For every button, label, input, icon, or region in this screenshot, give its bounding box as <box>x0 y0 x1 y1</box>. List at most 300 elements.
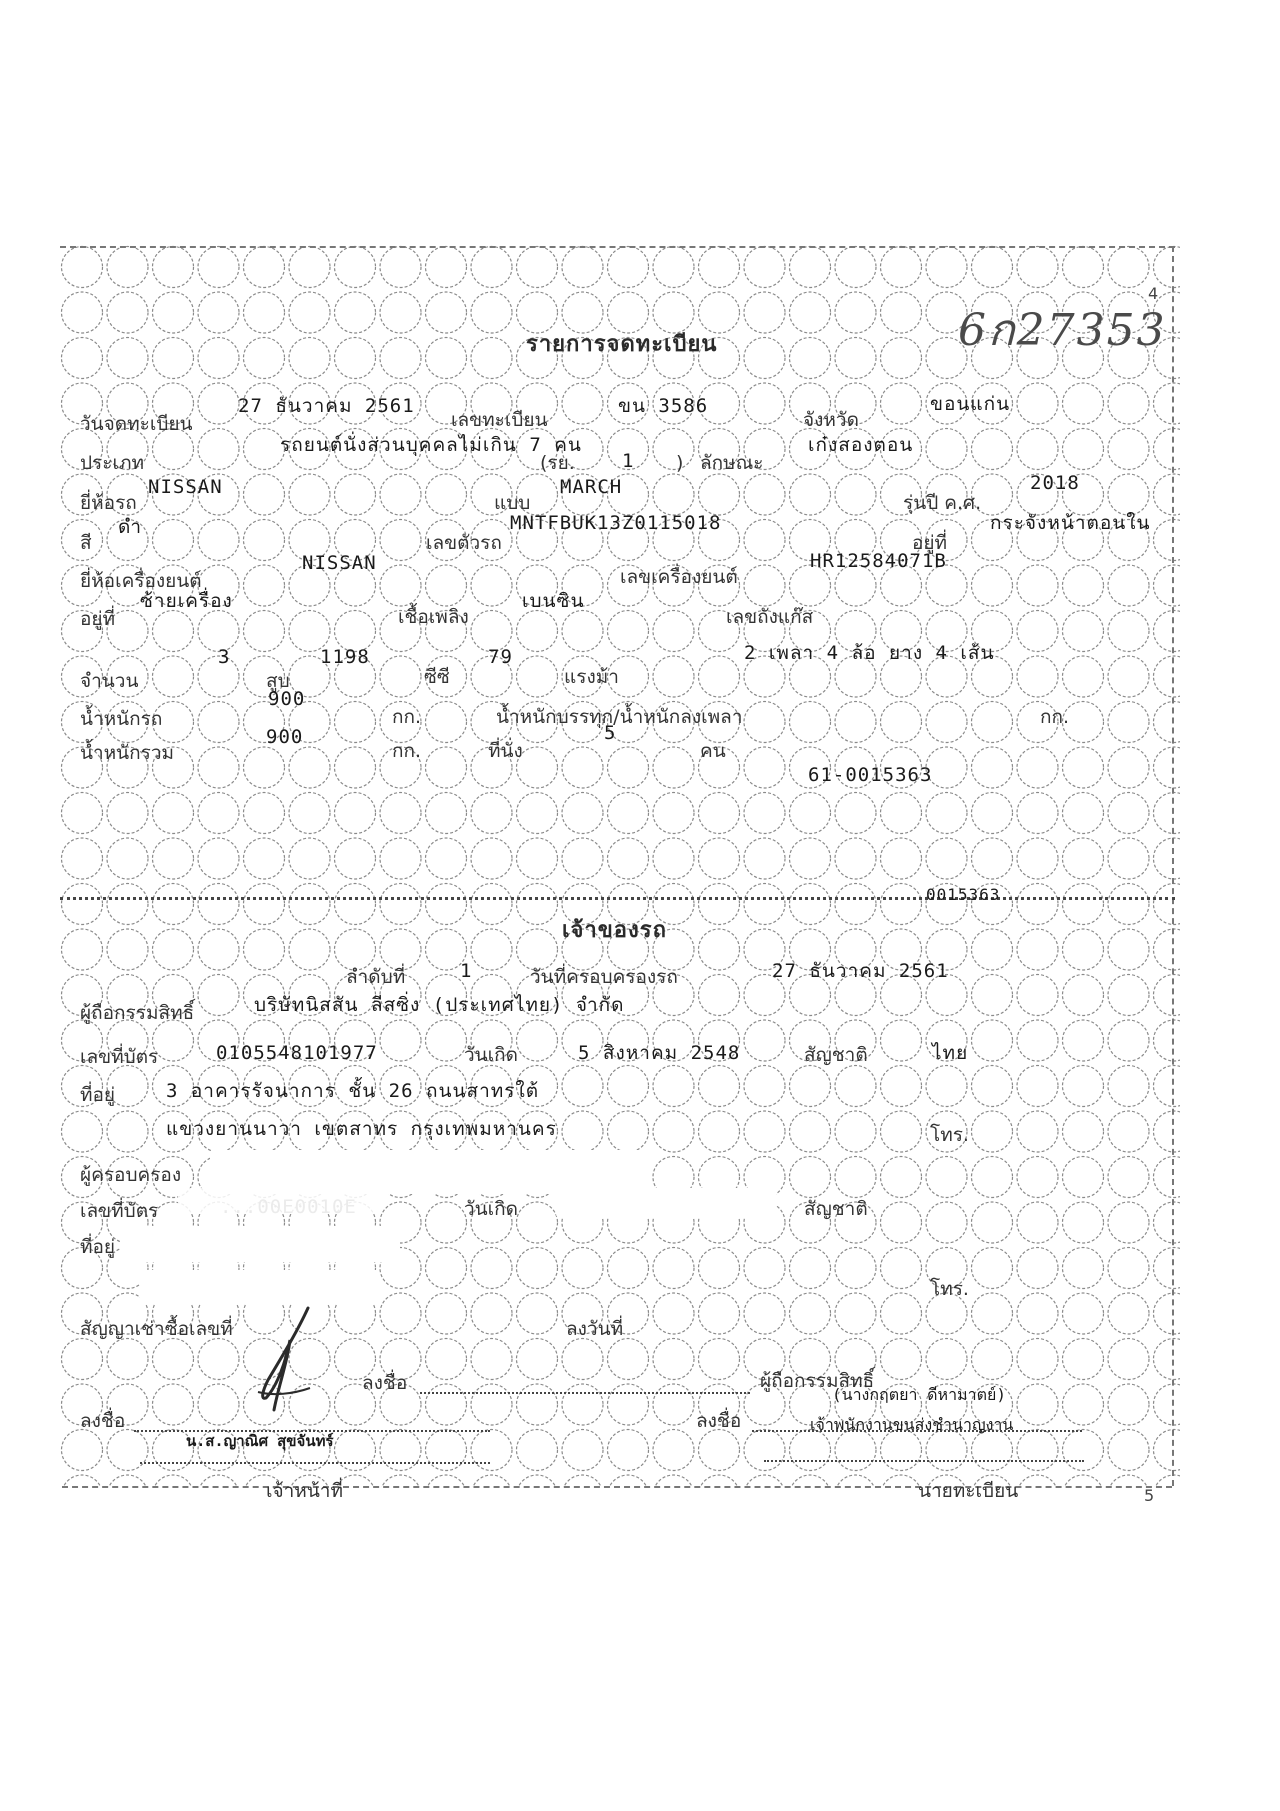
gross-weight-unit: กก. <box>392 740 422 762</box>
pattern-circle <box>1108 656 1149 697</box>
pattern-circle <box>744 383 785 424</box>
pattern-circle <box>653 1248 694 1289</box>
address2-label: ที่อยู่ <box>80 1236 116 1258</box>
pattern-circle <box>62 292 103 333</box>
model-label: แบบ <box>494 492 531 514</box>
pattern-circle <box>1154 1066 1181 1107</box>
pattern-circle <box>835 793 876 834</box>
pattern-circle <box>881 702 922 743</box>
pattern-circle <box>881 338 922 379</box>
type-value: รถยนต์นั่งส่วนบุคคลไม่เกิน 7 คน <box>280 434 582 456</box>
pattern-circle <box>198 747 239 788</box>
pattern-circle <box>1154 1384 1181 1425</box>
pattern-circle <box>1063 975 1104 1016</box>
pattern-circle <box>653 292 694 333</box>
pattern-circle <box>972 1202 1013 1243</box>
pattern-circle <box>1154 1248 1181 1289</box>
pattern-circle <box>380 520 421 561</box>
pattern-circle <box>1108 1293 1149 1334</box>
pattern-circle <box>1017 884 1058 925</box>
seq-label: ลำดับที่ <box>346 966 406 988</box>
pattern-circle <box>107 1111 148 1152</box>
pattern-circle <box>835 1111 876 1152</box>
pattern-circle <box>1154 1157 1181 1198</box>
pattern-circle <box>517 1293 558 1334</box>
pattern-circle <box>244 929 285 970</box>
pattern-circle <box>972 1339 1013 1380</box>
pattern-circle <box>1063 247 1104 288</box>
pattern-circle <box>289 474 330 515</box>
pattern-circle <box>744 520 785 561</box>
pattern-circle <box>380 474 421 515</box>
pattern-circle <box>835 1293 876 1334</box>
pattern-circle <box>1108 975 1149 1016</box>
pattern-circle <box>653 429 694 470</box>
pattern-circle <box>380 1293 421 1334</box>
page-number-bottom: 5 <box>1144 1486 1155 1505</box>
pattern-circle <box>699 884 740 925</box>
color: ดำ <box>118 516 143 538</box>
pattern-circle <box>62 338 103 379</box>
color-label: สี <box>80 532 92 554</box>
pattern-circle <box>1063 838 1104 879</box>
pattern-circle <box>426 474 467 515</box>
pattern-circle <box>62 793 103 834</box>
pattern-circle <box>244 247 285 288</box>
reg-no: ขน 3586 <box>618 395 709 417</box>
pattern-circle <box>699 656 740 697</box>
pattern-circle <box>471 292 512 333</box>
pattern-circle <box>426 838 467 879</box>
pattern-circle <box>198 520 239 561</box>
pattern-circle <box>153 1384 194 1425</box>
pattern-circle <box>107 838 148 879</box>
pattern-circle <box>881 1111 922 1152</box>
sign-label-3: ลงชื่อ <box>696 1410 742 1432</box>
pattern-circle <box>517 1430 558 1471</box>
pattern-circle <box>1108 793 1149 834</box>
pattern-circle <box>699 929 740 970</box>
pattern-circle <box>790 702 831 743</box>
sign-owner-name: (นางกฤตยา ดีหามาตย์) <box>832 1385 1006 1404</box>
pattern-circle <box>153 338 194 379</box>
pattern-circle <box>107 1430 148 1471</box>
pattern-circle <box>426 793 467 834</box>
pattern-circle <box>881 838 922 879</box>
pattern-circle <box>1017 656 1058 697</box>
pattern-circle <box>608 1066 649 1107</box>
pattern-circle <box>1154 929 1181 970</box>
pattern-circle <box>835 247 876 288</box>
pattern-circle <box>744 1020 785 1061</box>
axles: 2 เพลา 4 ล้อ ยาง 4 เส้น <box>744 642 995 664</box>
pattern-circle <box>1063 793 1104 834</box>
pattern-circle <box>380 1430 421 1471</box>
pattern-circle <box>380 884 421 925</box>
cc-unit: ซีซี <box>424 666 450 688</box>
count-label: จำนวน <box>80 670 139 692</box>
pattern-circle <box>198 975 239 1016</box>
pattern-circle <box>1154 611 1181 652</box>
pattern-circle <box>1017 975 1058 1016</box>
pattern-circle <box>198 884 239 925</box>
pattern-circle <box>608 1430 649 1471</box>
pattern-circle <box>335 247 376 288</box>
pattern-circle <box>562 1384 603 1425</box>
pattern-circle <box>790 1111 831 1152</box>
pattern-circle <box>562 1339 603 1380</box>
page-number-top: 4 <box>1148 284 1159 303</box>
pattern-circle <box>244 338 285 379</box>
engine-no-label: เลขเครื่องยนต์ <box>620 566 738 588</box>
pattern-circle <box>972 565 1013 606</box>
officer-label: เจ้าหน้าที่ <box>266 1480 344 1502</box>
pattern-circle <box>244 474 285 515</box>
pattern-circle <box>517 1339 558 1380</box>
redaction-address-2 <box>140 1270 380 1304</box>
pattern-circle <box>835 1248 876 1289</box>
pattern-circle <box>790 793 831 834</box>
pattern-circle <box>1108 565 1149 606</box>
pattern-circle <box>790 884 831 925</box>
pattern-circle <box>1154 1202 1181 1243</box>
pattern-circle <box>198 929 239 970</box>
owner-title: เจ้าของรถ <box>562 918 667 943</box>
pattern-circle <box>62 247 103 288</box>
pattern-circle <box>1108 474 1149 515</box>
pattern-circle <box>471 1293 512 1334</box>
pattern-circle <box>471 247 512 288</box>
pattern-circle <box>471 1339 512 1380</box>
pattern-circle <box>653 1293 694 1334</box>
pattern-circle <box>972 975 1013 1016</box>
pattern-circle <box>517 611 558 652</box>
engine-brand-label: ยี่ห้อเครื่องยนต์ <box>80 570 202 592</box>
pattern-circle <box>517 1202 558 1243</box>
pattern-circle <box>699 1111 740 1152</box>
pattern-circle <box>426 1293 467 1334</box>
pattern-circle <box>972 247 1013 288</box>
seats-label: ที่นั่ง <box>488 740 523 762</box>
pattern-circle <box>289 747 330 788</box>
pattern-circle <box>380 247 421 288</box>
possessor-label: ผู้ครอบครอง <box>80 1164 182 1186</box>
pattern-circle <box>1063 1066 1104 1107</box>
pattern-circle <box>1108 1430 1149 1471</box>
pattern-circle <box>926 838 967 879</box>
style-label: ลักษณะ <box>700 452 764 474</box>
province: ขอนแก่น <box>930 393 1011 415</box>
pattern-circle <box>335 474 376 515</box>
pattern-circle <box>1017 838 1058 879</box>
pattern-circle <box>471 929 512 970</box>
pattern-circle <box>835 338 876 379</box>
cut-line <box>60 897 1175 900</box>
cut-serial: 0015363 <box>926 885 1001 904</box>
id2-label: เลขที่บัตร <box>80 1200 159 1222</box>
pattern-circle <box>62 929 103 970</box>
pattern-circle <box>198 838 239 879</box>
pattern-circle <box>972 838 1013 879</box>
pattern-circle <box>972 793 1013 834</box>
pattern-circle <box>198 1339 239 1380</box>
pattern-circle <box>699 1339 740 1380</box>
pattern-circle <box>1154 474 1181 515</box>
model: MARCH <box>560 476 623 498</box>
pattern-circle <box>517 656 558 697</box>
pattern-circle <box>1154 702 1181 743</box>
pattern-circle <box>1108 702 1149 743</box>
pattern-circle <box>972 1248 1013 1289</box>
cylinder-unit: สูบ <box>266 670 290 692</box>
pattern-circle <box>107 929 148 970</box>
gross-weight: 900 <box>266 726 304 748</box>
pattern-circle <box>653 838 694 879</box>
pattern-circle <box>790 1157 831 1198</box>
weight-unit: กก. <box>392 706 422 728</box>
pattern-circle <box>1154 1020 1181 1061</box>
chassis: MNTFBUK13Z0115018 <box>510 512 722 534</box>
ry-value: 1 <box>622 450 635 472</box>
pattern-circle <box>289 793 330 834</box>
pattern-circle <box>835 1066 876 1107</box>
pattern-circle <box>835 838 876 879</box>
pattern-circle <box>107 247 148 288</box>
pattern-circle <box>1063 565 1104 606</box>
pattern-circle <box>972 1111 1013 1152</box>
pattern-circle <box>289 292 330 333</box>
pattern-circle <box>699 1066 740 1107</box>
pattern-circle <box>1017 929 1058 970</box>
pattern-circle <box>608 292 649 333</box>
pattern-circle <box>380 565 421 606</box>
pattern-circle <box>1108 1066 1149 1107</box>
pattern-circle <box>1063 656 1104 697</box>
pattern-circle <box>744 793 785 834</box>
pattern-circle <box>1154 975 1181 1016</box>
sign-label-1: ลงชื่อ <box>362 1372 408 1394</box>
pattern-circle <box>926 702 967 743</box>
nationality2-label: สัญชาติ <box>804 1198 868 1220</box>
pattern-circle <box>1063 1248 1104 1289</box>
pattern-circle <box>653 1339 694 1380</box>
pattern-circle <box>699 247 740 288</box>
fuel-label: เชื้อเพลิง <box>398 606 469 628</box>
pattern-circle <box>926 1066 967 1107</box>
pattern-circle <box>744 292 785 333</box>
pattern-circle <box>608 1248 649 1289</box>
pattern-circle <box>289 247 330 288</box>
id-number: 0105548101977 <box>216 1042 378 1064</box>
pattern-circle <box>62 1111 103 1152</box>
cc: 1198 <box>320 646 370 668</box>
pattern-circle <box>426 292 467 333</box>
hp-unit: แรงม้า <box>564 666 619 688</box>
pattern-circle <box>471 793 512 834</box>
pattern-circle <box>471 565 512 606</box>
pattern-circle <box>699 838 740 879</box>
ry-label: (รย. <box>540 452 575 474</box>
pattern-circle <box>1108 429 1149 470</box>
pattern-circle <box>380 656 421 697</box>
pattern-circle <box>380 793 421 834</box>
sheet-edge-right <box>1172 246 1174 1486</box>
pattern-circle <box>62 1430 103 1471</box>
owner-name: บริษัทนิสสัน ลีสซิ่ง (ประเทศไทย) จำกัด <box>254 994 625 1016</box>
pattern-circle <box>244 884 285 925</box>
pattern-circle <box>380 838 421 879</box>
pattern-circle <box>744 247 785 288</box>
pattern-circle <box>653 1430 694 1471</box>
pattern-circle <box>153 1339 194 1380</box>
pattern-circle <box>1017 1202 1058 1243</box>
lease-date-label: ลงวันที่ <box>566 1318 624 1340</box>
pattern-circle <box>517 884 558 925</box>
pattern-circle <box>653 1066 694 1107</box>
brand: NISSAN <box>148 476 223 498</box>
pattern-circle <box>790 247 831 288</box>
pattern-circle <box>926 793 967 834</box>
pattern-circle <box>1108 1339 1149 1380</box>
pattern-circle <box>153 520 194 561</box>
dob: 5 สิงหาคม 2548 <box>578 1042 741 1064</box>
pattern-circle <box>790 1066 831 1107</box>
lease-label: สัญญาเช่าซื้อเลขที่ <box>80 1318 233 1340</box>
registrar-stamp: เจ้าพนักงานขนส่งชำนาญงาน <box>810 1415 1014 1434</box>
pattern-circle <box>1017 611 1058 652</box>
pattern-circle <box>335 747 376 788</box>
pattern-circle <box>1063 1430 1104 1471</box>
pattern-circle <box>471 1430 512 1471</box>
pattern-circle <box>562 747 603 788</box>
pattern-circle <box>198 383 239 424</box>
pattern-circle <box>153 292 194 333</box>
pattern-circle <box>608 611 649 652</box>
pattern-circle <box>471 338 512 379</box>
pattern-circle <box>1063 1293 1104 1334</box>
pattern-circle <box>1017 1020 1058 1061</box>
pattern-circle <box>699 1248 740 1289</box>
pattern-circle <box>107 884 148 925</box>
pattern-circle <box>1154 429 1181 470</box>
ry-close: ) <box>676 452 684 474</box>
pattern-circle <box>1108 929 1149 970</box>
pattern-circle <box>1063 383 1104 424</box>
id-label: เลขที่บัตร <box>80 1046 159 1068</box>
pattern-circle <box>289 884 330 925</box>
pattern-circle <box>744 747 785 788</box>
nationality: ไทย <box>932 1042 969 1064</box>
pattern-circle <box>289 838 330 879</box>
pattern-circle <box>380 338 421 379</box>
pattern-circle <box>744 1430 785 1471</box>
pattern-circle <box>608 247 649 288</box>
pattern-circle <box>653 474 694 515</box>
pattern-circle <box>198 793 239 834</box>
officer-bracket-line <box>140 1462 490 1464</box>
pattern-circle <box>972 1157 1013 1198</box>
fuel: เบนซิน <box>522 590 585 612</box>
engine-location: ซ้ายเครื่อง <box>140 590 233 612</box>
pattern-circle <box>835 474 876 515</box>
pattern-circle <box>517 838 558 879</box>
pattern-circle <box>699 292 740 333</box>
pattern-circle <box>426 565 467 606</box>
pattern-circle <box>517 929 558 970</box>
pattern-circle <box>62 1339 103 1380</box>
pattern-circle <box>380 292 421 333</box>
pattern-circle <box>972 702 1013 743</box>
pattern-circle <box>198 429 239 470</box>
sign-line-1 <box>420 1392 750 1394</box>
pattern-circle <box>244 793 285 834</box>
tel-label: โทร. <box>930 1124 969 1146</box>
pattern-circle <box>471 884 512 925</box>
pattern-circle <box>972 929 1013 970</box>
pattern-circle <box>426 338 467 379</box>
chassis-location: กระจังหน้าตอนใน <box>990 512 1151 534</box>
pattern-circle <box>744 1111 785 1152</box>
pattern-circle <box>881 1293 922 1334</box>
pattern-circle <box>699 1430 740 1471</box>
pattern-circle <box>517 292 558 333</box>
pattern-circle <box>881 1248 922 1289</box>
pattern-circle <box>881 247 922 288</box>
pattern-circle <box>335 884 376 925</box>
pattern-circle <box>1108 611 1149 652</box>
pattern-circle <box>881 1202 922 1243</box>
sign-owner-role: ผู้ถือกรรมสิทธิ์ <box>760 1370 875 1392</box>
pattern-circle <box>744 884 785 925</box>
pattern-circle <box>653 611 694 652</box>
brand-label: ยี่ห้อรถ <box>80 492 137 514</box>
pattern-circle <box>972 429 1013 470</box>
pattern-circle <box>153 838 194 879</box>
pattern-circle <box>1063 1157 1104 1198</box>
pattern-circle <box>608 1111 649 1152</box>
pattern-circle <box>744 474 785 515</box>
pattern-circle <box>198 338 239 379</box>
pattern-circle <box>1154 747 1181 788</box>
pattern-circle <box>1063 747 1104 788</box>
style-value: เก๋งสองตอน <box>808 434 914 456</box>
pattern-circle <box>1017 793 1058 834</box>
pattern-circle <box>335 1430 376 1471</box>
pattern-circle <box>790 1293 831 1334</box>
pattern-circle <box>517 1248 558 1289</box>
pattern-circle <box>244 292 285 333</box>
pattern-circle <box>653 247 694 288</box>
pattern-circle <box>1063 1384 1104 1425</box>
pattern-circle <box>972 747 1013 788</box>
pattern-circle <box>608 1384 649 1425</box>
year-label: รุ่นปี ค.ศ. <box>903 492 982 514</box>
pattern-circle <box>790 292 831 333</box>
engine-location-label: อยู่ที่ <box>80 608 116 630</box>
pattern-circle <box>1108 383 1149 424</box>
pattern-circle <box>1017 1293 1058 1334</box>
pattern-circle <box>153 884 194 925</box>
possess-date: 27 ธันวาคม 2561 <box>772 960 949 982</box>
pattern-circle <box>289 929 330 970</box>
pattern-circle <box>426 1248 467 1289</box>
pattern-circle <box>153 611 194 652</box>
pattern-circle <box>1063 429 1104 470</box>
pattern-circle <box>1063 1339 1104 1380</box>
pattern-circle <box>335 702 376 743</box>
pattern-circle <box>881 1020 922 1061</box>
pattern-circle <box>1063 611 1104 652</box>
